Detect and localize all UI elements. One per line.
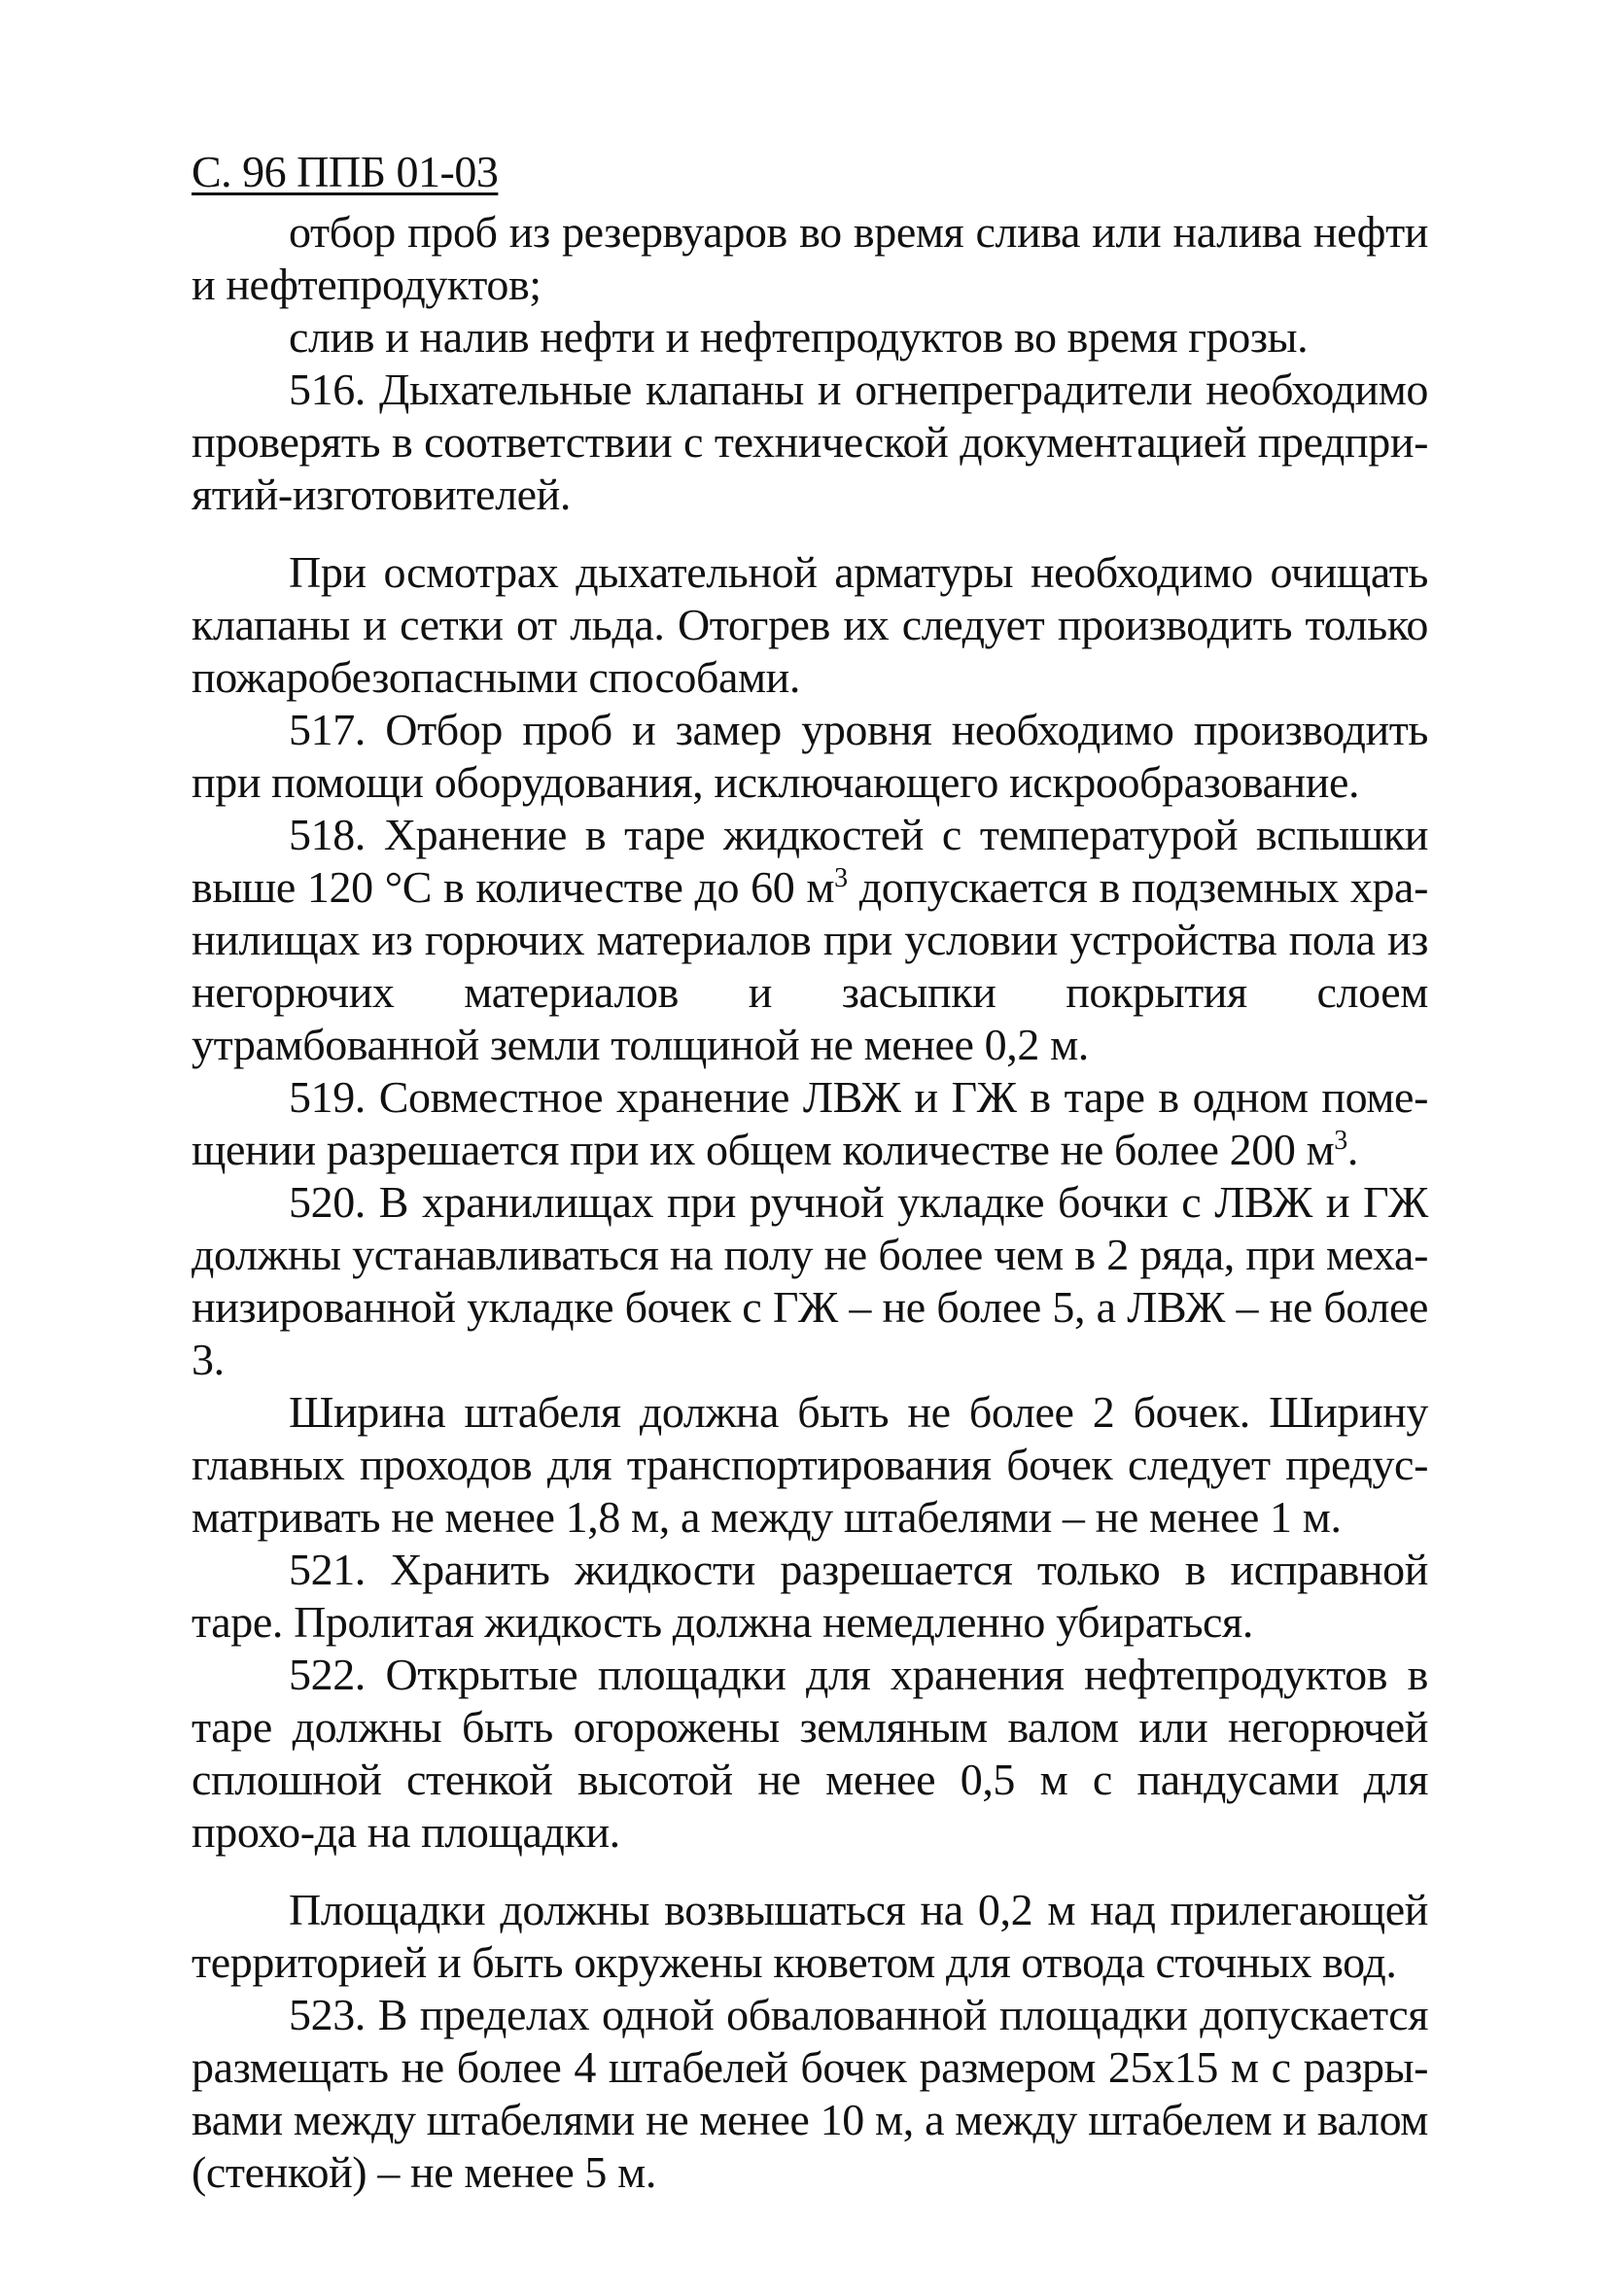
paragraph-518-text: 518. Хранение в таре жидкостей с температурой вспышки выше 120 °С в количестве до 60 м [192,810,1428,912]
paragraph-517: 517. Отбор проб и замер уровня необходимо производить при помощи оборудования, исключающего искрообразование. [192,705,1428,807]
paragraph-520: 520. В хранилищах при ручной укладке бочки с ЛВЖ и ГЖ должны устанавливаться на полу не более чем в 2 ряда, при меха-низированной укладке бочек с ГЖ – не более 5, а ЛВЖ – не более 3. [192,1177,1428,1384]
paragraph-519-text-cont: . [1346,1125,1359,1174]
paragraph-519 [192,1071,1428,1176]
paragraph-516: 516. Дыхательные клапаны и огнепреградители необходимо проверять в соответствии с технической документацией предпри-ятий-изготовителей. [192,365,1428,519]
paragraph-platform-elevation: Площадки должны возвышаться на 0,2 м над прилегающей территорией и быть окружены кюветом для отвода сточных вод. [192,1885,1428,1987]
paragraph-519-text: 519. Совместное хранение ЛВЖ и ГЖ в таре в одном поме-щении разрешается при их общем количестве не более 200 м [192,1072,1428,1174]
paragraph-breathing-fittings: При осмотрах дыхательной арматуры необходимо очищать клапаны и сетки от льда. Отогрев их следует производить только пожаробезопасными способами. [192,547,1428,702]
paragraph-523: 523. В пределах одной обвалованной площадки допускается размещать не более 4 штабелей бочек размером 25х15 м с разры-вами между штабелями не менее 10 м, а между штабелем и валом (стенкой) – не менее 5 м. [192,1990,1428,2197]
paragraph-518 [192,809,1428,1071]
paragraph-drain-during-storm: слив и налив нефти и нефтепродуктов во время грозы. [289,312,1309,362]
page-header: С. 96 ППБ 01-03 [192,147,499,196]
cubic-superscript: 3 [1334,1126,1347,1156]
cubic-superscript: 3 [834,863,848,893]
document-body [192,206,1428,2199]
paragraph-521: 521. Хранить жидкости разрешается только в исправной таре. Пролитая жидкость должна немедленно убираться. [192,1545,1428,1647]
paragraph-518-text-cont: допускается в подземных хра-нилищах из горючих материалов при условии устройства пола из негорючих материалов и засыпки покрытия слоем утрамбованной земли толщиной не менее 0,2 м. [192,862,1428,1069]
paragraph-stack-width: Ширина штабеля должна быть не более 2 бочек. Ширину главных проходов для транспортирования бочек следует предус-матривать не менее 1,8 м, а между штабелями – не менее 1 м. [192,1387,1428,1542]
paragraph-522: 522. Открытые площадки для хранения нефтепродуктов в таре должны быть огорожены земляным валом или негорючей сплошной стенкой высотой не менее 0,5 м с пандусами для прохо-да на площадки. [192,1650,1428,1857]
paragraph-sampling-during-drain: отбор проб из резервуаров во время слива или налива нефти и нефтепродуктов; [192,207,1428,309]
